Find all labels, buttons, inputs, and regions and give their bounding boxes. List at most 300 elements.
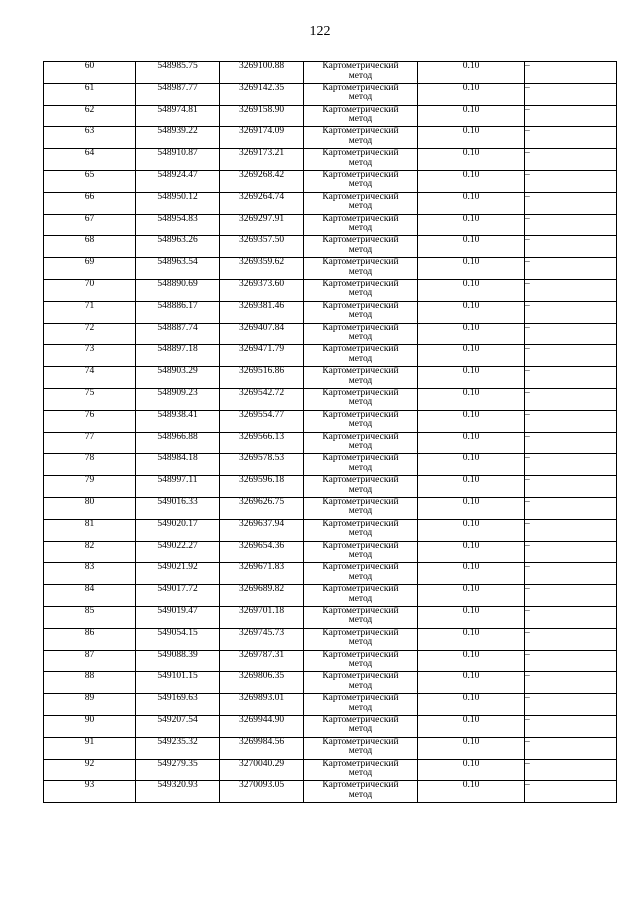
accuracy-cell: 0.10 xyxy=(418,345,525,367)
coordinate-y-cell: 3269596.18 xyxy=(220,476,304,498)
table-row xyxy=(44,83,617,105)
table-row xyxy=(44,519,617,541)
point-number-cell: 72 xyxy=(44,323,136,345)
point-number-cell: 68 xyxy=(44,236,136,258)
accuracy-cell: 0.10 xyxy=(418,170,525,192)
page-number: 122 xyxy=(309,24,331,39)
note-cell: – xyxy=(525,694,617,716)
method-cell xyxy=(304,672,418,694)
method-line-1: Картометрический xyxy=(322,693,399,704)
coordinate-y-cell: 3269542.72 xyxy=(220,388,304,410)
coordinate-x-cell: 549088.39 xyxy=(136,650,220,672)
note-cell: – xyxy=(525,606,617,628)
accuracy-cell: 0.10 xyxy=(418,781,525,803)
method-cell xyxy=(304,127,418,149)
point-number-cell: 71 xyxy=(44,301,136,323)
coordinate-x-cell: 549235.32 xyxy=(136,737,220,759)
coordinate-x-cell: 548938.41 xyxy=(136,410,220,432)
method-cell xyxy=(304,759,418,781)
accuracy-cell: 0.10 xyxy=(418,214,525,236)
coordinates-table-body xyxy=(44,62,617,803)
point-number-cell: 84 xyxy=(44,585,136,607)
method-cell xyxy=(304,541,418,563)
accuracy-cell: 0.10 xyxy=(418,563,525,585)
method-cell xyxy=(304,345,418,367)
method-line-2: метод xyxy=(348,353,373,364)
table-row xyxy=(44,432,617,454)
coordinate-x-cell: 548985.75 xyxy=(136,62,220,84)
method-line-1: Картометрический xyxy=(322,300,399,311)
coordinate-x-cell: 549022.27 xyxy=(136,541,220,563)
method-line-2: метод xyxy=(348,288,373,299)
method-line-2: метод xyxy=(348,244,373,255)
coordinate-x-cell: 548950.12 xyxy=(136,192,220,214)
table-row xyxy=(44,737,617,759)
method-line-2: метод xyxy=(348,702,373,713)
coordinate-x-cell: 549101.15 xyxy=(136,672,220,694)
method-line-1: Картометрический xyxy=(322,82,399,93)
method-cell xyxy=(304,62,418,84)
accuracy-cell: 0.10 xyxy=(418,628,525,650)
point-number-cell: 88 xyxy=(44,672,136,694)
coordinate-x-cell: 548903.29 xyxy=(136,367,220,389)
table-row xyxy=(44,606,617,628)
accuracy-cell: 0.10 xyxy=(418,585,525,607)
table-row xyxy=(44,192,617,214)
note-cell: – xyxy=(525,672,617,694)
method-line-2: метод xyxy=(348,397,373,408)
point-number-cell: 74 xyxy=(44,367,136,389)
note-cell: – xyxy=(525,83,617,105)
method-line-2: метод xyxy=(348,789,373,800)
coordinate-y-cell: 3269174.09 xyxy=(220,127,304,149)
method-line-2: метод xyxy=(348,528,373,539)
point-number-cell: 93 xyxy=(44,781,136,803)
point-number-cell: 60 xyxy=(44,62,136,84)
method-cell xyxy=(304,606,418,628)
table-row xyxy=(44,279,617,301)
method-line-1: Картометрический xyxy=(322,409,399,420)
method-line-2: метод xyxy=(348,506,373,517)
method-cell xyxy=(304,410,418,432)
method-cell xyxy=(304,454,418,476)
note-cell: – xyxy=(525,279,617,301)
table-row xyxy=(44,628,617,650)
method-line-1: Картометрический xyxy=(322,475,399,486)
coordinate-x-cell: 549279.35 xyxy=(136,759,220,781)
accuracy-cell: 0.10 xyxy=(418,83,525,105)
note-cell: – xyxy=(525,258,617,280)
accuracy-cell: 0.10 xyxy=(418,650,525,672)
method-line-2: метод xyxy=(348,637,373,648)
accuracy-cell: 0.10 xyxy=(418,694,525,716)
coordinate-y-cell: 3270040.29 xyxy=(220,759,304,781)
method-cell xyxy=(304,781,418,803)
coordinate-x-cell: 548974.81 xyxy=(136,105,220,127)
table-row xyxy=(44,105,617,127)
note-cell: – xyxy=(525,476,617,498)
accuracy-cell: 0.10 xyxy=(418,476,525,498)
table-row xyxy=(44,127,617,149)
coordinate-y-cell: 3269578.53 xyxy=(220,454,304,476)
coordinate-y-cell: 3269158.90 xyxy=(220,105,304,127)
coordinate-y-cell: 3269359.62 xyxy=(220,258,304,280)
method-line-1: Картометрический xyxy=(322,758,399,769)
point-number-cell: 63 xyxy=(44,127,136,149)
method-line-1: Картометрический xyxy=(322,235,399,246)
method-line-1: Картометрический xyxy=(322,213,399,224)
method-line-2: метод xyxy=(348,266,373,277)
coordinate-x-cell: 549017.72 xyxy=(136,585,220,607)
method-cell xyxy=(304,170,418,192)
coordinate-x-cell: 548966.88 xyxy=(136,432,220,454)
table-row xyxy=(44,650,617,672)
method-line-1: Картометрический xyxy=(322,540,399,551)
coordinate-x-cell: 548987.77 xyxy=(136,83,220,105)
method-line-2: метод xyxy=(348,571,373,582)
table-row xyxy=(44,301,617,323)
method-cell xyxy=(304,83,418,105)
method-cell xyxy=(304,476,418,498)
table-row xyxy=(44,715,617,737)
method-line-2: метод xyxy=(348,659,373,670)
method-cell xyxy=(304,258,418,280)
note-cell: – xyxy=(525,62,617,84)
method-line-1: Картометрический xyxy=(322,605,399,616)
method-line-2: метод xyxy=(348,768,373,778)
method-line-1: Картометрический xyxy=(322,518,399,529)
method-cell xyxy=(304,650,418,672)
accuracy-cell: 0.10 xyxy=(418,105,525,127)
coordinate-y-cell: 3269381.46 xyxy=(220,301,304,323)
point-number-cell: 81 xyxy=(44,519,136,541)
method-line-1: Картометрический xyxy=(322,61,399,71)
method-line-1: Картометрический xyxy=(322,278,399,289)
table-row xyxy=(44,476,617,498)
coordinate-x-cell: 548910.87 xyxy=(136,149,220,171)
accuracy-cell: 0.10 xyxy=(418,737,525,759)
coordinate-y-cell: 3269566.13 xyxy=(220,432,304,454)
table-row xyxy=(44,214,617,236)
method-line-2: метод xyxy=(348,615,373,626)
accuracy-cell: 0.10 xyxy=(418,192,525,214)
accuracy-cell: 0.10 xyxy=(418,759,525,781)
method-line-2: метод xyxy=(348,70,373,81)
method-line-2: метод xyxy=(348,419,373,430)
coordinate-y-cell: 3269701.18 xyxy=(220,606,304,628)
note-cell: – xyxy=(525,323,617,345)
note-cell: – xyxy=(525,367,617,389)
method-cell xyxy=(304,301,418,323)
method-cell xyxy=(304,694,418,716)
method-line-1: Картометрический xyxy=(322,126,399,137)
accuracy-cell: 0.10 xyxy=(418,388,525,410)
method-line-2: метод xyxy=(348,746,373,757)
coordinate-y-cell: 3270093.05 xyxy=(220,781,304,803)
table-row xyxy=(44,541,617,563)
coordinate-x-cell: 548909.23 xyxy=(136,388,220,410)
method-line-1: Картометрический xyxy=(322,104,399,115)
accuracy-cell: 0.10 xyxy=(418,258,525,280)
note-cell: – xyxy=(525,759,617,781)
note-cell: – xyxy=(525,541,617,563)
method-line-1: Картометрический xyxy=(322,780,399,791)
method-line-1: Картометрический xyxy=(322,714,399,725)
method-line-1: Картометрический xyxy=(322,344,399,355)
accuracy-cell: 0.10 xyxy=(418,410,525,432)
method-line-1: Картометрический xyxy=(322,148,399,159)
point-number-cell: 62 xyxy=(44,105,136,127)
note-cell: – xyxy=(525,781,617,803)
coordinate-x-cell: 548963.54 xyxy=(136,258,220,280)
accuracy-cell: 0.10 xyxy=(418,149,525,171)
method-line-1: Картометрический xyxy=(322,431,399,442)
point-number-cell: 90 xyxy=(44,715,136,737)
method-line-2: метод xyxy=(348,462,373,473)
method-cell xyxy=(304,323,418,345)
table-row xyxy=(44,497,617,519)
method-line-2: метод xyxy=(348,593,373,604)
point-number-cell: 78 xyxy=(44,454,136,476)
method-line-1: Картометрический xyxy=(322,736,399,747)
point-number-cell: 65 xyxy=(44,170,136,192)
method-cell xyxy=(304,432,418,454)
method-line-1: Картометрический xyxy=(322,322,399,333)
method-line-1: Картометрический xyxy=(322,169,399,180)
point-number-cell: 89 xyxy=(44,694,136,716)
method-line-1: Картометрический xyxy=(322,562,399,573)
accuracy-cell: 0.10 xyxy=(418,497,525,519)
table-row xyxy=(44,585,617,607)
point-number-cell: 66 xyxy=(44,192,136,214)
method-line-1: Картометрический xyxy=(322,584,399,595)
note-cell: – xyxy=(525,585,617,607)
coordinate-y-cell: 3269173.21 xyxy=(220,149,304,171)
method-cell xyxy=(304,497,418,519)
method-line-2: метод xyxy=(348,135,373,146)
table-row xyxy=(44,62,617,84)
point-number-cell: 82 xyxy=(44,541,136,563)
note-cell: – xyxy=(525,105,617,127)
coordinate-y-cell: 3269100.88 xyxy=(220,62,304,84)
coordinate-x-cell: 548890.69 xyxy=(136,279,220,301)
coordinate-y-cell: 3269264.74 xyxy=(220,192,304,214)
note-cell: – xyxy=(525,519,617,541)
coordinate-y-cell: 3269373.60 xyxy=(220,279,304,301)
coordinate-x-cell: 548939.22 xyxy=(136,127,220,149)
method-cell xyxy=(304,563,418,585)
table-row xyxy=(44,345,617,367)
note-cell: – xyxy=(525,236,617,258)
method-line-2: метод xyxy=(348,92,373,103)
coordinate-x-cell: 549020.17 xyxy=(136,519,220,541)
method-line-2: метод xyxy=(348,332,373,343)
coordinate-y-cell: 3269654.36 xyxy=(220,541,304,563)
method-cell xyxy=(304,279,418,301)
point-number-cell: 91 xyxy=(44,737,136,759)
method-line-1: Картометрический xyxy=(322,257,399,268)
coordinate-y-cell: 3269787.31 xyxy=(220,650,304,672)
accuracy-cell: 0.10 xyxy=(418,432,525,454)
method-line-2: метод xyxy=(348,441,373,452)
method-cell xyxy=(304,628,418,650)
coordinate-y-cell: 3269554.77 xyxy=(220,410,304,432)
method-line-2: метод xyxy=(348,550,373,561)
coordinate-x-cell: 548887.74 xyxy=(136,323,220,345)
coordinate-y-cell: 3269984.56 xyxy=(220,737,304,759)
point-number-cell: 61 xyxy=(44,83,136,105)
note-cell: – xyxy=(525,192,617,214)
coordinate-x-cell: 549016.33 xyxy=(136,497,220,519)
coordinate-y-cell: 3269516.86 xyxy=(220,367,304,389)
point-number-cell: 86 xyxy=(44,628,136,650)
point-number-cell: 69 xyxy=(44,258,136,280)
coordinate-x-cell: 548886.17 xyxy=(136,301,220,323)
method-line-1: Картометрический xyxy=(322,496,399,507)
note-cell: – xyxy=(525,737,617,759)
table-row xyxy=(44,563,617,585)
coordinate-x-cell: 549207.54 xyxy=(136,715,220,737)
coordinate-y-cell: 3269944.90 xyxy=(220,715,304,737)
method-cell xyxy=(304,149,418,171)
coordinate-y-cell: 3269745.73 xyxy=(220,628,304,650)
coordinate-y-cell: 3269893.01 xyxy=(220,694,304,716)
method-line-2: метод xyxy=(348,310,373,321)
method-cell xyxy=(304,367,418,389)
table-row xyxy=(44,170,617,192)
coordinate-y-cell: 3269471.79 xyxy=(220,345,304,367)
method-line-2: метод xyxy=(348,201,373,212)
note-cell: – xyxy=(525,214,617,236)
method-line-2: метод xyxy=(348,223,373,234)
coordinate-y-cell: 3269357.50 xyxy=(220,236,304,258)
point-number-cell: 67 xyxy=(44,214,136,236)
point-number-cell: 64 xyxy=(44,149,136,171)
method-line-1: Картометрический xyxy=(322,387,399,398)
table-row xyxy=(44,388,617,410)
accuracy-cell: 0.10 xyxy=(418,127,525,149)
accuracy-cell: 0.10 xyxy=(418,541,525,563)
coordinates-table xyxy=(43,61,617,803)
coordinate-y-cell: 3269268.42 xyxy=(220,170,304,192)
method-cell xyxy=(304,585,418,607)
coordinate-x-cell: 549054.15 xyxy=(136,628,220,650)
point-number-cell: 80 xyxy=(44,497,136,519)
method-cell xyxy=(304,192,418,214)
accuracy-cell: 0.10 xyxy=(418,606,525,628)
method-cell xyxy=(304,214,418,236)
note-cell: – xyxy=(525,454,617,476)
coordinate-y-cell: 3269689.82 xyxy=(220,585,304,607)
method-cell xyxy=(304,737,418,759)
note-cell: – xyxy=(525,127,617,149)
accuracy-cell: 0.10 xyxy=(418,715,525,737)
accuracy-cell: 0.10 xyxy=(418,279,525,301)
point-number-cell: 79 xyxy=(44,476,136,498)
accuracy-cell: 0.10 xyxy=(418,323,525,345)
note-cell: – xyxy=(525,715,617,737)
method-line-2: метод xyxy=(348,157,373,168)
method-line-2: метод xyxy=(348,114,373,125)
accuracy-cell: 0.10 xyxy=(418,301,525,323)
accuracy-cell: 0.10 xyxy=(418,519,525,541)
note-cell: – xyxy=(525,301,617,323)
method-line-1: Картометрический xyxy=(322,671,399,682)
method-line-1: Картометрический xyxy=(322,649,399,660)
note-cell: – xyxy=(525,650,617,672)
note-cell: – xyxy=(525,497,617,519)
method-line-2: метод xyxy=(348,484,373,495)
table-row xyxy=(44,410,617,432)
accuracy-cell: 0.10 xyxy=(418,236,525,258)
note-cell: – xyxy=(525,563,617,585)
method-line-1: Картометрический xyxy=(322,191,399,202)
method-cell xyxy=(304,519,418,541)
coordinate-y-cell: 3269671.83 xyxy=(220,563,304,585)
coordinate-y-cell: 3269806.35 xyxy=(220,672,304,694)
accuracy-cell: 0.10 xyxy=(418,454,525,476)
coordinate-x-cell: 548984.18 xyxy=(136,454,220,476)
note-cell: – xyxy=(525,149,617,171)
method-line-2: метод xyxy=(348,375,373,386)
method-line-2: метод xyxy=(348,179,373,190)
coordinate-x-cell: 548897.18 xyxy=(136,345,220,367)
note-cell: – xyxy=(525,628,617,650)
method-line-1: Картометрический xyxy=(322,453,399,464)
coordinate-x-cell: 549021.92 xyxy=(136,563,220,585)
coordinate-x-cell: 548963.26 xyxy=(136,236,220,258)
note-cell: – xyxy=(525,432,617,454)
note-cell: – xyxy=(525,170,617,192)
method-cell xyxy=(304,715,418,737)
point-number-cell: 92 xyxy=(44,759,136,781)
point-number-cell: 73 xyxy=(44,345,136,367)
coordinate-y-cell: 3269626.75 xyxy=(220,497,304,519)
table-row xyxy=(44,781,617,803)
coordinate-y-cell: 3269407.84 xyxy=(220,323,304,345)
table-row xyxy=(44,149,617,171)
table-row xyxy=(44,759,617,781)
method-cell xyxy=(304,236,418,258)
point-number-cell: 85 xyxy=(44,606,136,628)
accuracy-cell: 0.10 xyxy=(418,672,525,694)
point-number-cell: 87 xyxy=(44,650,136,672)
coordinate-x-cell: 548954.83 xyxy=(136,214,220,236)
method-line-1: Картометрический xyxy=(322,366,399,377)
table-row xyxy=(44,672,617,694)
coordinate-x-cell: 549169.63 xyxy=(136,694,220,716)
method-line-1: Картометрический xyxy=(322,627,399,638)
point-number-cell: 76 xyxy=(44,410,136,432)
note-cell: – xyxy=(525,388,617,410)
coordinate-y-cell: 3269142.35 xyxy=(220,83,304,105)
coordinate-x-cell: 548997.11 xyxy=(136,476,220,498)
table-row xyxy=(44,694,617,716)
table-row xyxy=(44,236,617,258)
point-number-cell: 75 xyxy=(44,388,136,410)
table-row xyxy=(44,258,617,280)
point-number-cell: 70 xyxy=(44,279,136,301)
coordinate-y-cell: 3269297.91 xyxy=(220,214,304,236)
table-row xyxy=(44,454,617,476)
coordinate-y-cell: 3269637.94 xyxy=(220,519,304,541)
method-line-2: метод xyxy=(348,680,373,691)
coordinate-x-cell: 549019.47 xyxy=(136,606,220,628)
coordinate-x-cell: 548924.47 xyxy=(136,170,220,192)
point-number-cell: 83 xyxy=(44,563,136,585)
method-cell xyxy=(304,388,418,410)
point-number-cell: 77 xyxy=(44,432,136,454)
